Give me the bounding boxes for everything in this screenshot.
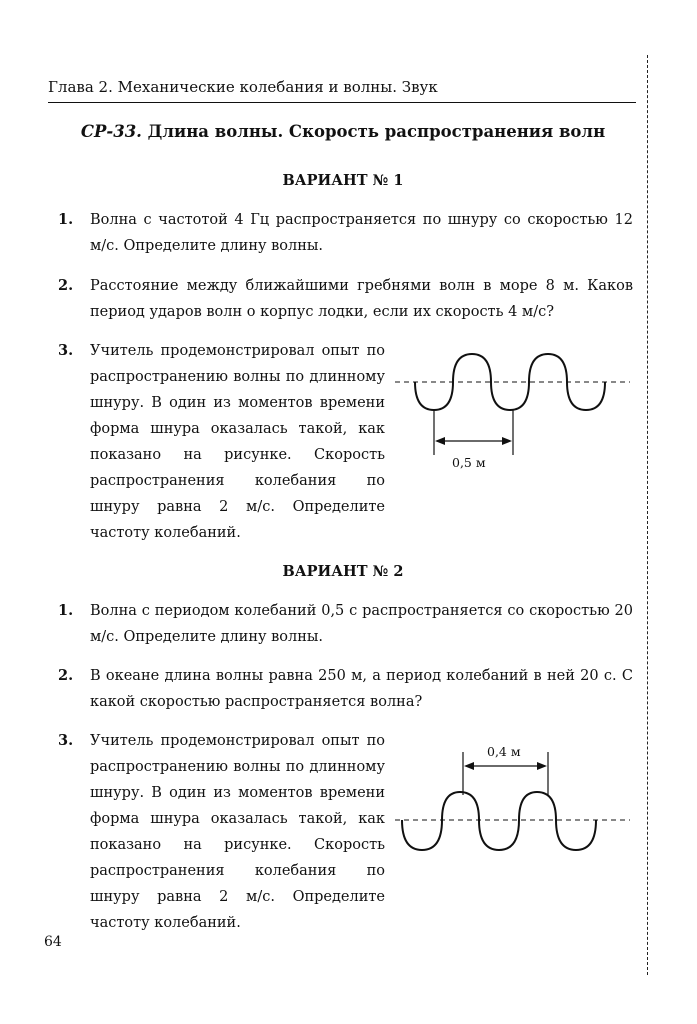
variant-2-wave-figure	[395, 740, 635, 880]
variant-1-heading: ВАРИАНТ № 1	[282, 172, 404, 189]
variant-2-task-1	[48, 598, 633, 650]
task-number: 1.	[58, 211, 74, 228]
title-text: Длина волны. Скорость распространения волн	[147, 122, 606, 141]
page-title	[48, 122, 638, 141]
task-text: В океане длина волны равна 250 м, а период колебаний в ней 20 с. С какой скоростью распространяется волна?	[90, 668, 633, 710]
task-text: Расстояние между ближайшими гребнями волн в море 8 м. Каков период ударов волн о корпус лодки, если их скорость 4 м/с?	[90, 278, 633, 320]
cut-line	[647, 55, 648, 975]
task-number: 3.	[58, 732, 74, 749]
task-number: 2.	[58, 277, 74, 294]
task-text: Учитель продемонстрировал опыт по распространению волны по длинному шнуру. В один из моментов времени форма шнура оказалась такой, как показано на рисунке. Скорость распространения колебания по шнуру равна 2 м/с. Определите частоту колебаний.	[90, 733, 385, 931]
task-number: 2.	[58, 667, 74, 684]
variant-2-task-2	[48, 663, 633, 715]
variant-1-task-1	[48, 207, 633, 259]
variant-1-task-2	[48, 273, 633, 325]
wavelength-label: 0,4 м	[487, 744, 521, 759]
page-number: 64	[44, 934, 62, 950]
task-text: Волна с частотой 4 Гц распространяется по шнуру со скоростью 12 м/с. Определите длину волны.	[90, 212, 633, 254]
task-text: Учитель продемонстрировал опыт по распространению волны по длинному шнуру. В один из моментов времени форма шнура оказалась такой, как показано на рисунке. Скорость распространения колебания по шнуру равна 2 м/с. Определите частоту колебаний.	[90, 343, 385, 541]
task-number: 3.	[58, 342, 74, 359]
task-text: Волна с периодом колебаний 0,5 с распространяется со скоростью 20 м/с. Определите длину волны.	[90, 603, 633, 645]
variant-2-heading: ВАРИАНТ № 2	[282, 563, 404, 580]
task-number: 1.	[58, 602, 74, 619]
chapter-header: Глава 2. Механические колебания и волны. Звук	[48, 78, 636, 103]
title-code: СР-33.	[80, 122, 142, 141]
variant-1-wave-figure	[395, 345, 635, 485]
wavelength-label: 0,5 м	[452, 455, 486, 470]
